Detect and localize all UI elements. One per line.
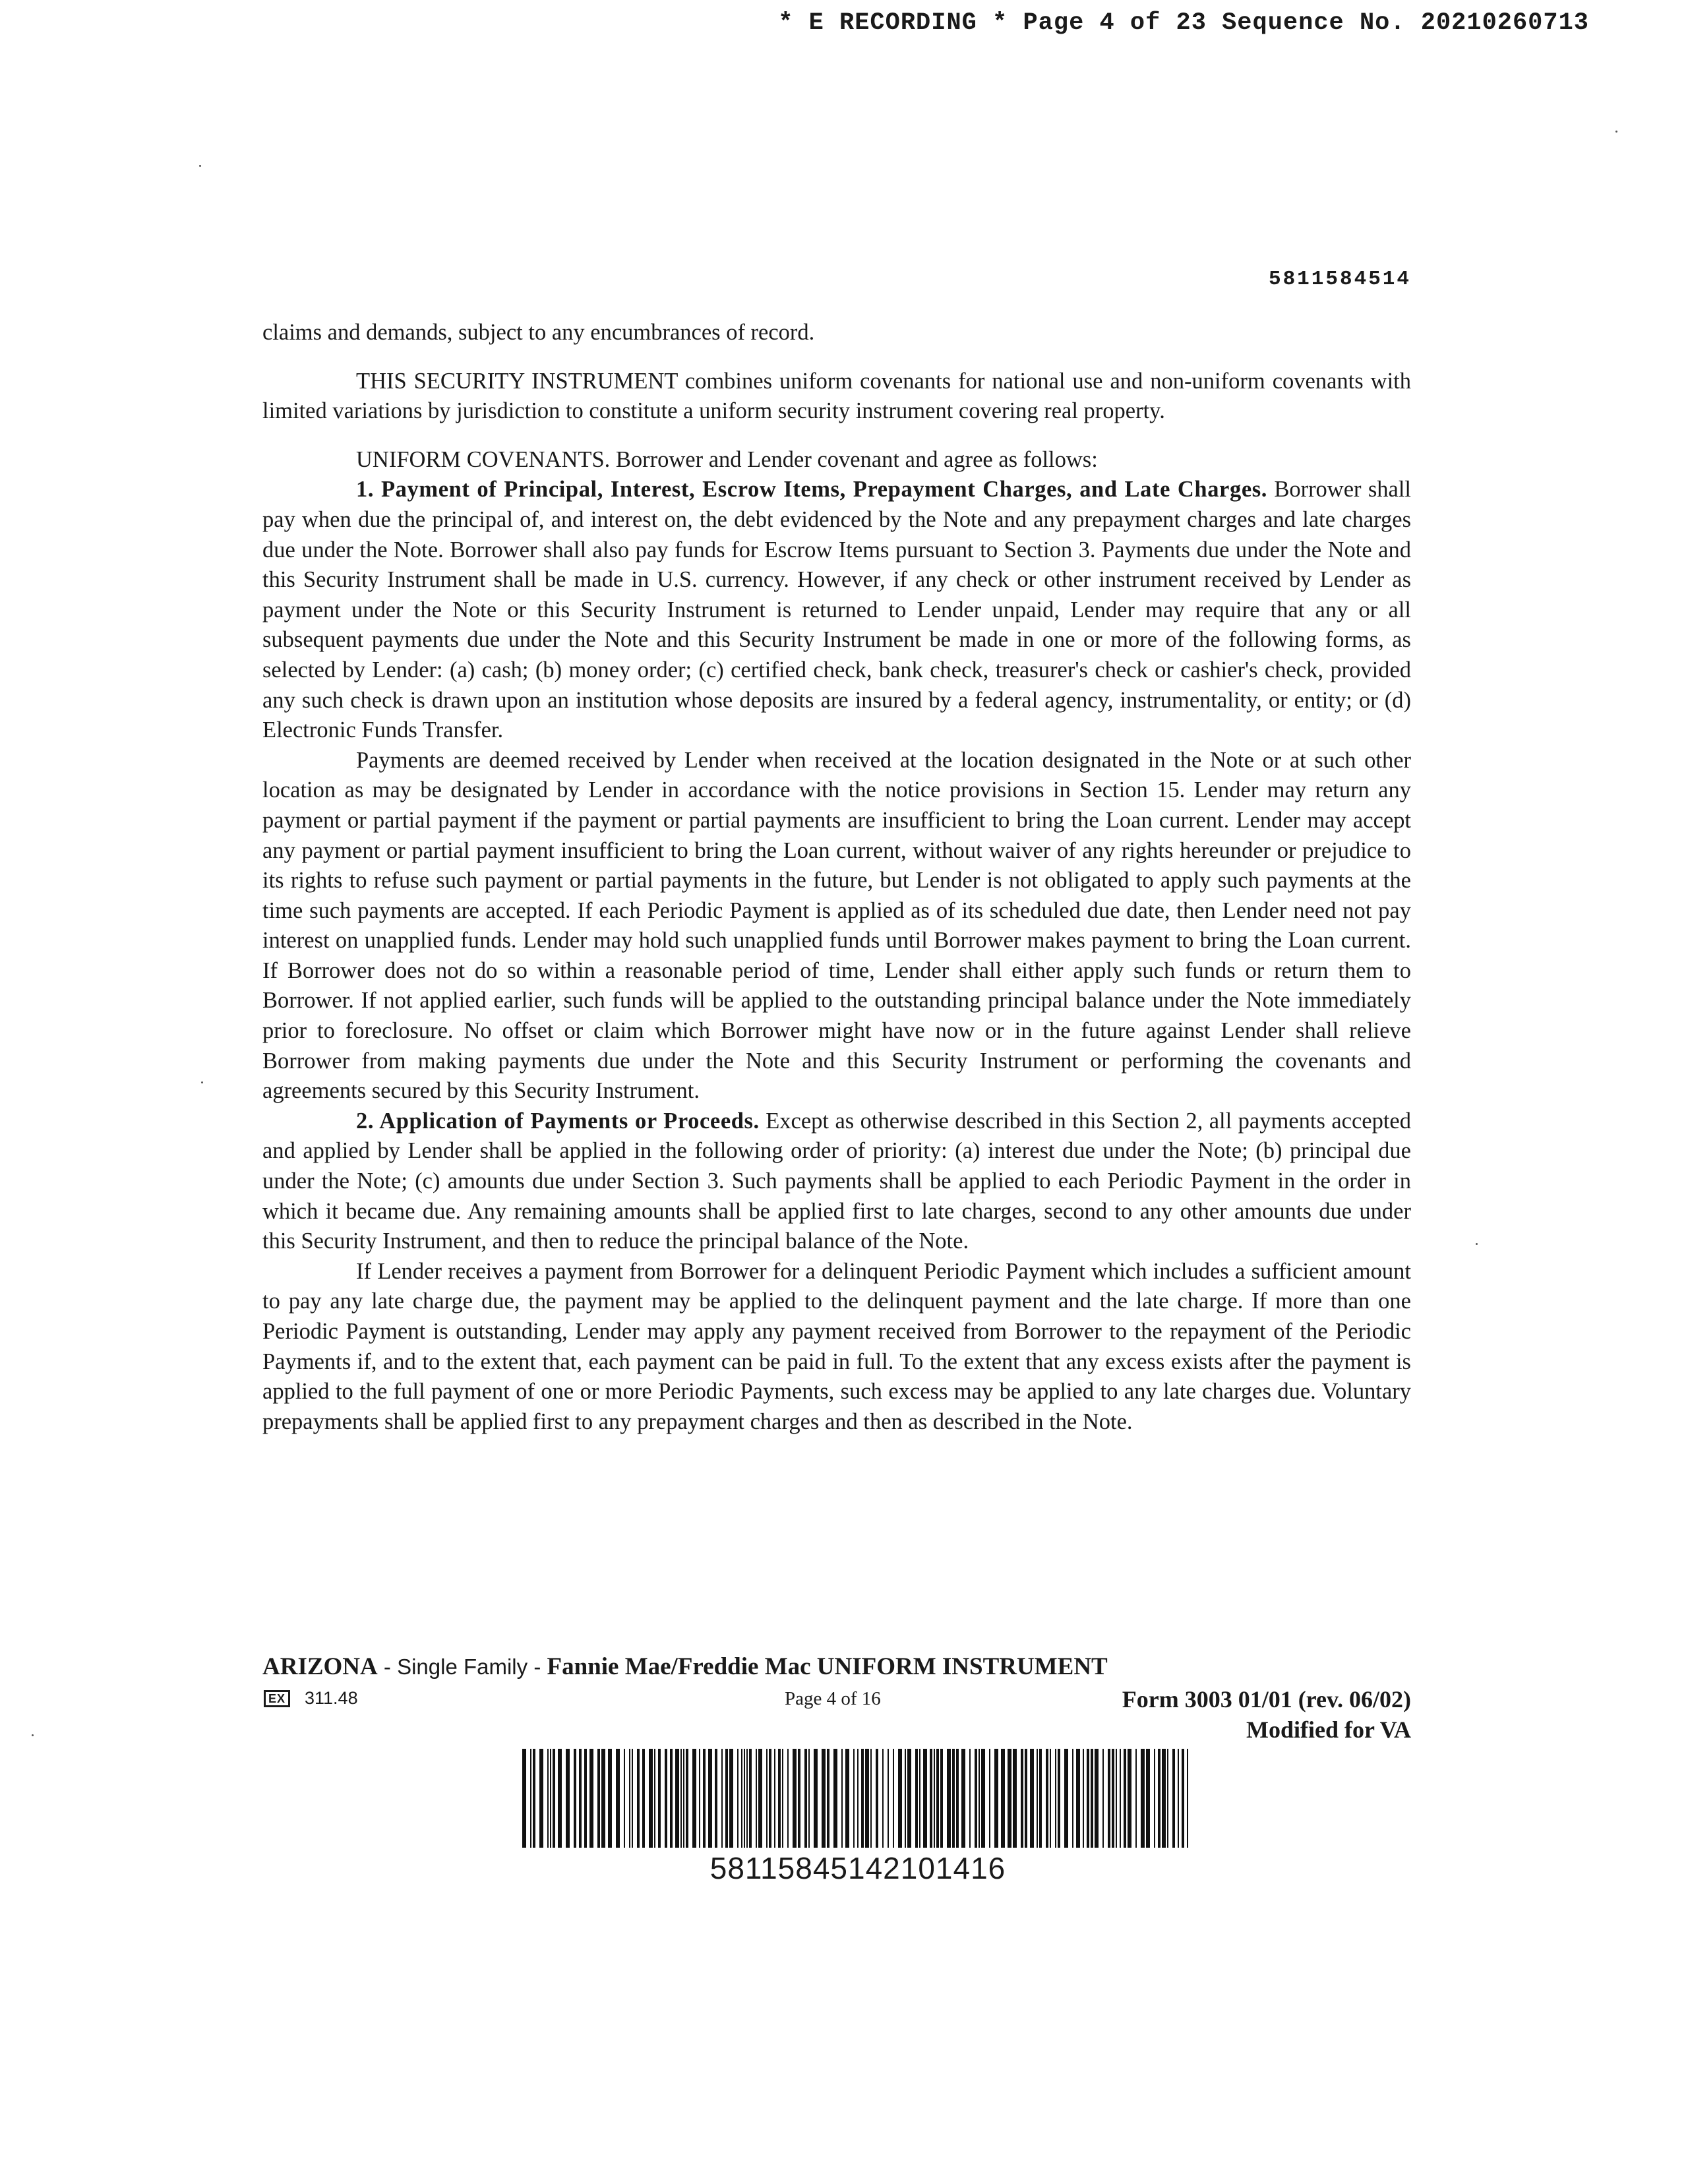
section-2-text: Except as otherwise described in this Section 2, all payments accepted and applied by Lender shall be applied in the following order of priority: (a) interest due under the Note; (b) principal due under the Note; (c) amounts due under Section 3. Such payments shall be applied to each Periodic Payment in the order in which it became due. Any remaining amounts shall be applied first to late charges, second to any other amounts due under this Security Instrument, and then to reduce the principal balance of the Note.: [262, 1108, 1411, 1254]
barcode-bar: [1172, 1749, 1175, 1848]
section-1-heading: 1. Payment of Principal, Interest, Escrow Items, Prepayment Charges, and Late Charges.: [356, 477, 1267, 502]
barcode-bar: [994, 1749, 998, 1848]
barcode-bar: [1058, 1749, 1060, 1848]
section-2-paragraph-2: If Lender receives a payment from Borrower for a delinquent Periodic Payment which includes a sufficient amount to pay any late charge due, the payment may be applied to the delinquent payment and the late charge. If more than one Periodic Payment is outstanding, Lender may apply any payment received from Borrower to the repayment of the Periodic Payments if, and to the extent that, each payment can be paid in full. To the extent that any excess exists after the payment is applied to the full payment of one or more Periodic Payments, such excess may be applied to any late charges due. Voluntary prepayments shall be applied first to any prepayment charges and then as described in the Note.: [262, 1258, 1411, 1434]
barcode-bar: [649, 1749, 653, 1848]
footer-code: [264, 1688, 358, 1709]
barcode-bar: [1072, 1749, 1073, 1848]
barcode-bar: [857, 1749, 859, 1848]
barcode-bar: [533, 1749, 535, 1848]
paragraph-security-instrument: THIS SECURITY INSTRUMENT combines uniform covenants for national use and non-uniform covenants with limited variations by jurisdiction to constitute a uniform security instrument covering real property.: [262, 368, 1411, 424]
paragraph-uniform-covenants: UNIFORM COVENANTS. Borrower and Lender covenant and agree as follows:: [356, 446, 1098, 472]
barcode-bar: [539, 1749, 543, 1848]
barcode-bar: [654, 1749, 655, 1848]
barcode-bar: [715, 1749, 717, 1848]
barcode-bar: [787, 1749, 789, 1848]
barcode-bar: [774, 1749, 775, 1848]
barcode-bar: [923, 1749, 927, 1848]
barcode-bar: [1162, 1749, 1166, 1848]
barcode-bar: [558, 1749, 562, 1848]
footer-state: ARIZONA: [262, 1653, 378, 1680]
barcode-bar: [814, 1749, 818, 1848]
barcode-bar: [703, 1749, 706, 1848]
barcode-bar: [793, 1749, 797, 1848]
scan-speck: [199, 165, 201, 167]
barcode-bar: [1167, 1749, 1168, 1848]
barcode-bar: [865, 1749, 869, 1848]
barcode-bar: [597, 1749, 600, 1848]
barcode-bar: [1135, 1749, 1137, 1848]
barcode-bar: [1055, 1749, 1056, 1848]
barcode-bar: [979, 1749, 980, 1848]
barcode-bar: [522, 1749, 526, 1848]
barcode-bar: [975, 1749, 977, 1848]
barcode-bar: [808, 1749, 810, 1848]
barcode-bar: [1095, 1749, 1099, 1848]
barcode-bar: [861, 1749, 864, 1848]
barcode-bar: [898, 1749, 902, 1848]
barcode-bar: [721, 1749, 723, 1848]
barcode-bar: [1187, 1749, 1188, 1848]
barcode-bar: [989, 1749, 990, 1848]
barcode-bar: [936, 1749, 939, 1848]
barcode-bar: [822, 1749, 826, 1848]
barcode-bar: [827, 1749, 829, 1848]
barcode-bar: [530, 1749, 531, 1848]
barcode-bar: [1146, 1749, 1150, 1848]
barcode-bar: [915, 1749, 918, 1848]
barcode-bar: [876, 1749, 878, 1848]
barcode-bar: [1008, 1749, 1011, 1848]
barcode-bar: [833, 1749, 837, 1848]
barcode-bar: [1120, 1749, 1121, 1848]
barcode-bar: [778, 1749, 781, 1848]
barcode-bar: [637, 1749, 640, 1848]
barcode-bar: [579, 1749, 582, 1848]
scan-speck: [201, 1081, 203, 1083]
barcode-bar: [1050, 1749, 1051, 1848]
barcode-bar: [1158, 1749, 1160, 1848]
barcode-bar: [845, 1749, 849, 1848]
barcode-bar: [1013, 1749, 1017, 1848]
barcode-bar: [629, 1749, 630, 1848]
barcode-bar: [1030, 1749, 1034, 1848]
scan-speck: [1615, 131, 1617, 133]
scan-speck: [32, 1734, 34, 1736]
barcode-bar: [749, 1749, 752, 1848]
barcode-bar: [642, 1749, 645, 1848]
barcode-bar: [952, 1749, 955, 1848]
barcode-bar: [670, 1749, 673, 1848]
barcode-bar: [841, 1749, 843, 1848]
recording-header: * E RECORDING * Page 4 of 23 Sequence No. 20210260713: [778, 9, 1589, 37]
barcode-bar: [1112, 1749, 1114, 1848]
footer-instrument: Fannie Mae/Freddie Mac UNIFORM INSTRUMENT: [547, 1653, 1108, 1680]
barcode-bar: [1102, 1749, 1104, 1848]
document-body: [262, 318, 1411, 1437]
barcode-bar: [616, 1749, 620, 1848]
barcode-bar: [658, 1749, 661, 1848]
barcode-bar: [1154, 1749, 1155, 1848]
barcode-bar: [1083, 1749, 1084, 1848]
barcode-bar: [1108, 1749, 1110, 1848]
barcode-bar: [675, 1749, 679, 1848]
barcode-bar: [934, 1749, 935, 1848]
barcode-bar: [624, 1749, 625, 1848]
footer-form: [1122, 1684, 1411, 1745]
section-1-paragraph-2: Payments are deemed received by Lender when received at the location designated in the Note or at such other location as may be designated by Lender in accordance with the notice provisions in Section 15. Lender may return any payment or partial payment if the payment or partial payments are insufficient to bring the Loan current. Lender may accept any payment or partial payment insufficient to bring the Loan current, without waiver of any rights hereunder or prejudice to its rights to refuse such payment or partial payments in the future, but Lender is not obligated to apply such payments at the time such payments are accepted. If each Periodic Payment is applied as of its scheduled due date, then Lender need not pay interest on unapplied funds. Lender may hold such unapplied funds until Borrower makes payment to bring the Loan current. If Borrower does not do so within a reasonable period of time, Lender shall either apply such funds or return them to Borrower. If not applied earlier, such funds will be applied to the outstanding principal balance under the Note immediately prior to foreclosure. No offset or claim which Borrower might have now or in the future against Lender shall relieve Borrower from making payments due under the Note and this Security Instrument or performing the covenants and agreements secured by this Security Instrument.: [262, 747, 1411, 1104]
barcode-bar: [574, 1749, 576, 1848]
footer-separator: -: [377, 1654, 398, 1679]
paragraph-claims: claims and demands, subject to any encumbrances of record.: [262, 320, 815, 345]
barcode-bar: [741, 1749, 742, 1848]
barcode-bar: [940, 1749, 943, 1848]
footer-separator: -: [528, 1654, 547, 1679]
barcode-bar: [1046, 1749, 1048, 1848]
barcode-bar: [769, 1749, 771, 1848]
barcode-bar: [893, 1749, 894, 1848]
barcode-bar: [1091, 1749, 1093, 1848]
barcode-bar: [907, 1749, 911, 1848]
barcode-bar: [566, 1749, 570, 1848]
barcode-bar: [692, 1749, 696, 1848]
barcode-bar: [981, 1749, 985, 1848]
barcode-bar: [853, 1749, 855, 1848]
barcode-bar: [956, 1749, 959, 1848]
footer-page-number: Page 4 of 16: [785, 1688, 881, 1709]
barcode-bar: [882, 1749, 884, 1848]
barcode-bar: [632, 1749, 633, 1848]
section-2-heading: 2. Application of Payments or Proceeds.: [356, 1108, 760, 1134]
barcode-icon: [522, 1749, 1193, 1848]
barcode-bar: [1039, 1749, 1042, 1848]
section-1-text: Borrower shall pay when due the principal of, and interest on, the debt evidenced by the Note and any prepayment charges and late charges due under the Note. Borrower shall also pay funds for Escrow Items pursuant to Section 3. Payments due under the Note and this Security Instrument shall be made in U.S. currency. However, if any check or other instrument received by Lender as payment under the Note or this Security Instrument is returned to Lender unpaid, Lender may require that any or all subsequent payments due under the Note and this Security Instrument be made in one or more of the following forms, as selected by Lender: (a) cash; (b) money order; (c) certified check, bank check, treasurer's check or cashier's check, provided any such check is drawn upon an institution whose deposits are insured by a federal agency, instrumentality, or entity; or (d) Electronic Funds Transfer.: [262, 477, 1411, 743]
barcode-bar: [782, 1749, 783, 1848]
barcode-bar: [725, 1749, 728, 1848]
barcode-bar: [1182, 1749, 1184, 1848]
barcode-bar: [1037, 1749, 1038, 1848]
barcode-bar: [608, 1749, 612, 1848]
barcode-bar: [1128, 1749, 1131, 1848]
barcode-bar: [1076, 1749, 1080, 1848]
barcode-bar: [919, 1749, 920, 1848]
barcode-bar: [947, 1749, 951, 1848]
barcode-bar: [798, 1749, 800, 1848]
barcode-bar: [961, 1749, 965, 1848]
barcode-number: 58115845142101416: [709, 1851, 1006, 1885]
barcode-bar: [1116, 1749, 1117, 1848]
barcode-bar: [746, 1749, 748, 1848]
barcode-bar: [1001, 1749, 1005, 1848]
footer-modified: Modified for VA: [1246, 1716, 1411, 1743]
barcode-bar: [680, 1749, 682, 1848]
section-1: [262, 475, 1411, 745]
loan-number: 5811584514: [1268, 268, 1411, 291]
barcode-bar: [584, 1749, 587, 1848]
barcode-bar: [683, 1749, 684, 1848]
barcode-bar: [1087, 1749, 1089, 1848]
barcode-bar: [930, 1749, 932, 1848]
section-2: [262, 1107, 1411, 1257]
ex-logo-icon: EX: [264, 1690, 290, 1707]
barcode-bar: [665, 1749, 667, 1848]
barcode-bar: [737, 1749, 738, 1848]
barcode-bar: [969, 1749, 971, 1848]
barcode-bar: [756, 1749, 757, 1848]
barcode-bar: [550, 1749, 551, 1848]
barcode-bar: [870, 1749, 872, 1848]
barcode-bar: [1025, 1749, 1027, 1848]
barcode-bar: [758, 1749, 762, 1848]
barcode-bar: [686, 1749, 688, 1848]
footer-family: Single Family: [397, 1654, 528, 1679]
footer-code-number: 311.48: [305, 1688, 358, 1708]
barcode-bar: [1021, 1749, 1023, 1848]
footer-instrument-line: [262, 1653, 1108, 1681]
barcode-bar: [744, 1749, 745, 1848]
barcode-bar: [708, 1749, 712, 1848]
barcode-bar: [1178, 1749, 1179, 1848]
barcode-bar: [729, 1749, 733, 1848]
barcode-bar: [589, 1749, 593, 1848]
barcode-bar: [699, 1749, 700, 1848]
barcode-bar: [601, 1749, 605, 1848]
barcode-bar: [547, 1749, 549, 1848]
barcode-bar: [905, 1749, 906, 1848]
barcode-bar: [1124, 1749, 1126, 1848]
barcode-bar: [804, 1749, 807, 1848]
barcode-bar: [1141, 1749, 1145, 1848]
scan-speck: [1476, 1243, 1478, 1245]
barcode-bar: [1064, 1749, 1068, 1848]
footer-form-number: Form 3003 01/01 (rev. 06/02): [1122, 1686, 1411, 1713]
barcode-bar: [888, 1749, 889, 1848]
barcode-bar: [766, 1749, 768, 1848]
barcode-bar: [553, 1749, 555, 1848]
